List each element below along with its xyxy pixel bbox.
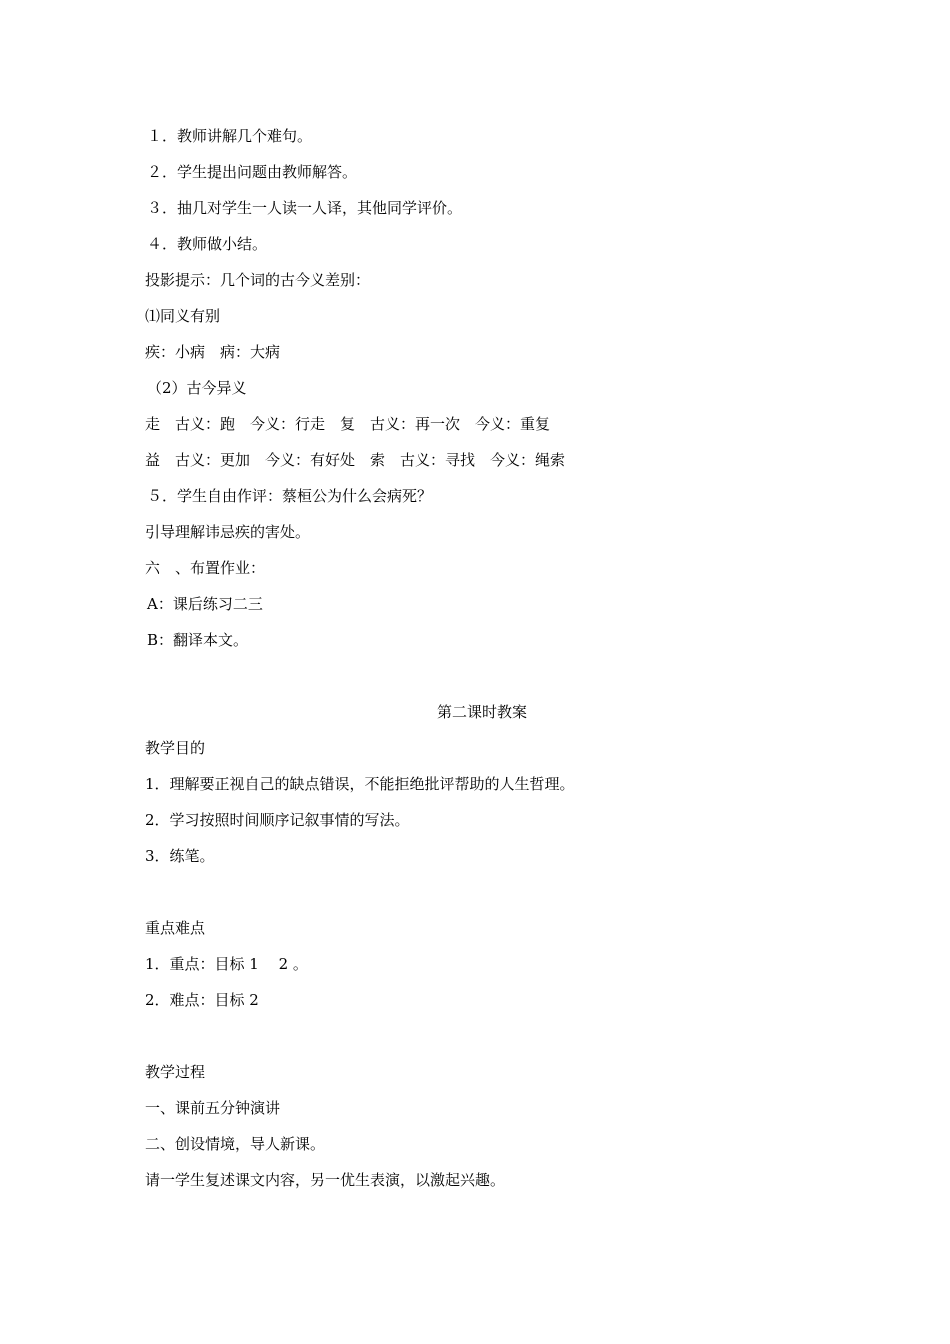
subheading-ancient-modern: （2）古今异义 (147, 379, 247, 397)
step-1: １．教师讲解几个难句。 (147, 127, 313, 145)
objective-2: 2．学习按照时间顺序记叙事情的写法。 (145, 811, 410, 829)
synonym-example: 疾：小病 病：大病 (145, 343, 281, 361)
process-step-2: 二、创设情境，导人新课。 (145, 1135, 326, 1153)
process-step-1: 一、课前五分钟演讲 (145, 1099, 281, 1117)
step-5: ５．学生自由作评：蔡桓公为什么会病死？ (147, 487, 433, 505)
step-2: ２．学生提出问题由教师解答。 (147, 163, 358, 181)
homework-item-b: B：翻译本文。 (147, 631, 249, 649)
section-title: 第二课时教案 (436, 703, 527, 721)
subheading-synonyms: ⑴同义有别 (145, 307, 221, 325)
objective-3: 3．练笔。 (145, 847, 215, 865)
objective-1: 1．理解要正视自己的缺点错误，不能拒绝批评帮助的人生哲理。 (145, 775, 575, 793)
process-heading: 教学过程 (145, 1063, 206, 1081)
word-meaning-row-1: 走 古义：跑 今义：行走 复 古义：再一次 今义：重复 (145, 415, 551, 433)
objectives-heading: 教学目的 (145, 739, 206, 757)
step-4: ４．教师做小结。 (147, 235, 268, 253)
process-step-2-detail: 请一学生复述课文内容，另一优生表演，以激起兴趣。 (145, 1171, 506, 1189)
key-point-2: 2．难点：目标 2 (145, 991, 259, 1009)
homework-heading: 六 、布置作业： (145, 559, 266, 577)
key-point-1: 1．重点：目标 1 2 。 (145, 955, 308, 973)
guidance-text: 引导理解讳忌疾的害处。 (145, 523, 311, 541)
word-meaning-row-2: 益 古义：更加 今义：有好处 索 古义：寻找 今义：绳索 (145, 451, 566, 469)
homework-item-a: A：课后练习二三 (147, 595, 263, 613)
projection-hint: 投影提示：几个词的古今义差别： (145, 271, 371, 289)
key-points-heading: 重点难点 (145, 919, 206, 937)
step-3: ３．抽几对学生一人读一人译，其他同学评价。 (147, 199, 463, 217)
